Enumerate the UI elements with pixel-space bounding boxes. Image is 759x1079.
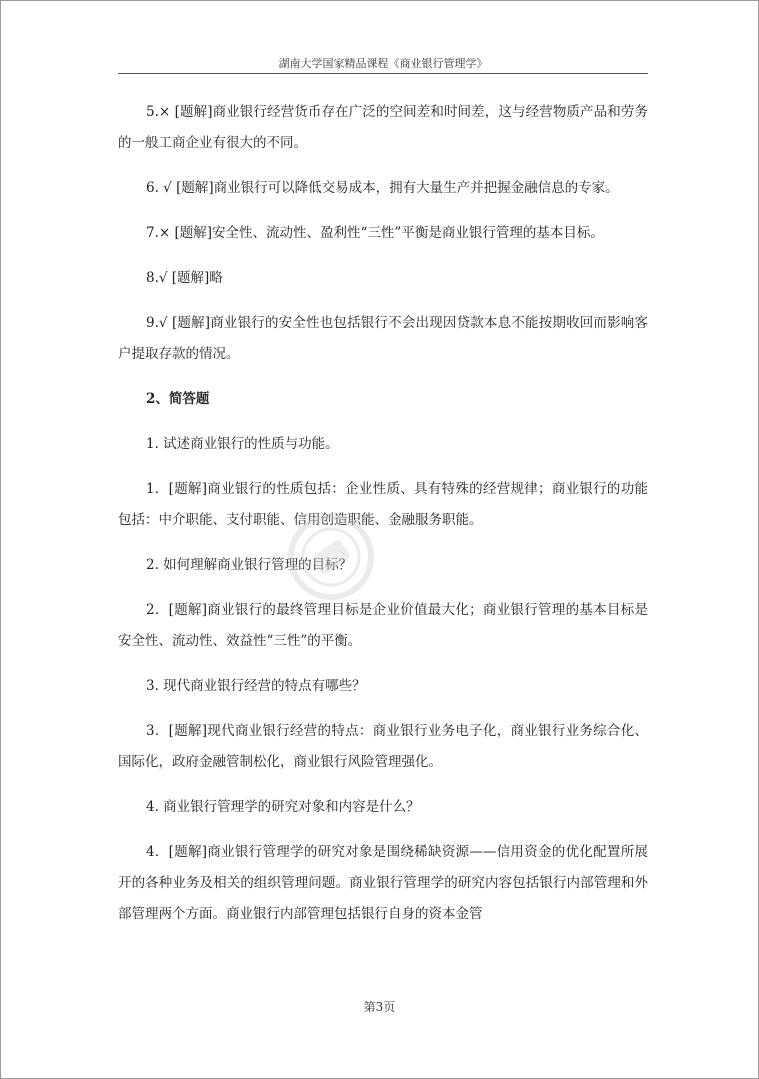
question-3: 3. 现代商业银行经营的特点有哪些？	[146, 678, 366, 694]
answer-5: 5.× [题解]商业银行经营货币存在广泛的空间差和时间差，这与经营物质产品和劳务的一般工商企业有很大的不同。	[118, 104, 648, 151]
answer-7: 7.× [题解]安全性、流动性、盈利性“三性”平衡是商业银行管理的基本目标。	[146, 225, 604, 241]
question-2: 2. 如何理解商业银行管理的目标？	[146, 557, 353, 573]
page-footer	[0, 998, 759, 1015]
answer-6: 6. √ [题解]商业银行可以降低交易成本，拥有大量生产并把握金融信息的专家。	[146, 180, 619, 196]
question-1: 1. 试述商业银行的性质与功能。	[146, 436, 339, 452]
answer-q1: 1．[题解]商业银行的性质包括：企业性质、具有特殊的经营规律；商业银行的功能包括：中介职能、支付职能、信用创造职能、金融服务职能。	[118, 481, 648, 528]
section-heading: 2、简答题	[146, 391, 210, 407]
answer-q3: 3．[题解]现代商业银行经营的特点：商业银行业务电子化，商业银行业务综合化、国际化，政府金融管制松化，商业银行风险管理强化。	[118, 723, 648, 770]
document-body	[118, 97, 648, 944]
question-4: 4. 商业银行管理学的研究对象和内容是什么？	[146, 799, 420, 815]
answer-q2: 2．[题解]商业银行的最终管理目标是企业价值最大化；商业银行管理的基本目标是安全性、流动性、效益性“三性”的平衡。	[118, 602, 648, 649]
answer-q4: 4．[题解]商业银行管理学的研究对象是围绕稀缺资源——信用资金的优化配置所展开的各种业务及相关的组织管理问题。商业银行管理学的研究内容包括银行内部管理和外部管理两个方面。商业银行内部管理包括银行自身的资本金管	[118, 844, 648, 922]
page-header	[118, 57, 648, 74]
answer-8: 8.√ [题解]略	[146, 270, 223, 286]
page-number: 第3页	[363, 1000, 396, 1014]
answer-9: 9.√ [题解]商业银行的安全性也包括银行不会出现因贷款本息不能按期收回而影响客户提取存款的情况。	[118, 315, 648, 362]
header-title: 湖南大学国家精品课程《商业银行管理学》	[278, 57, 488, 70]
